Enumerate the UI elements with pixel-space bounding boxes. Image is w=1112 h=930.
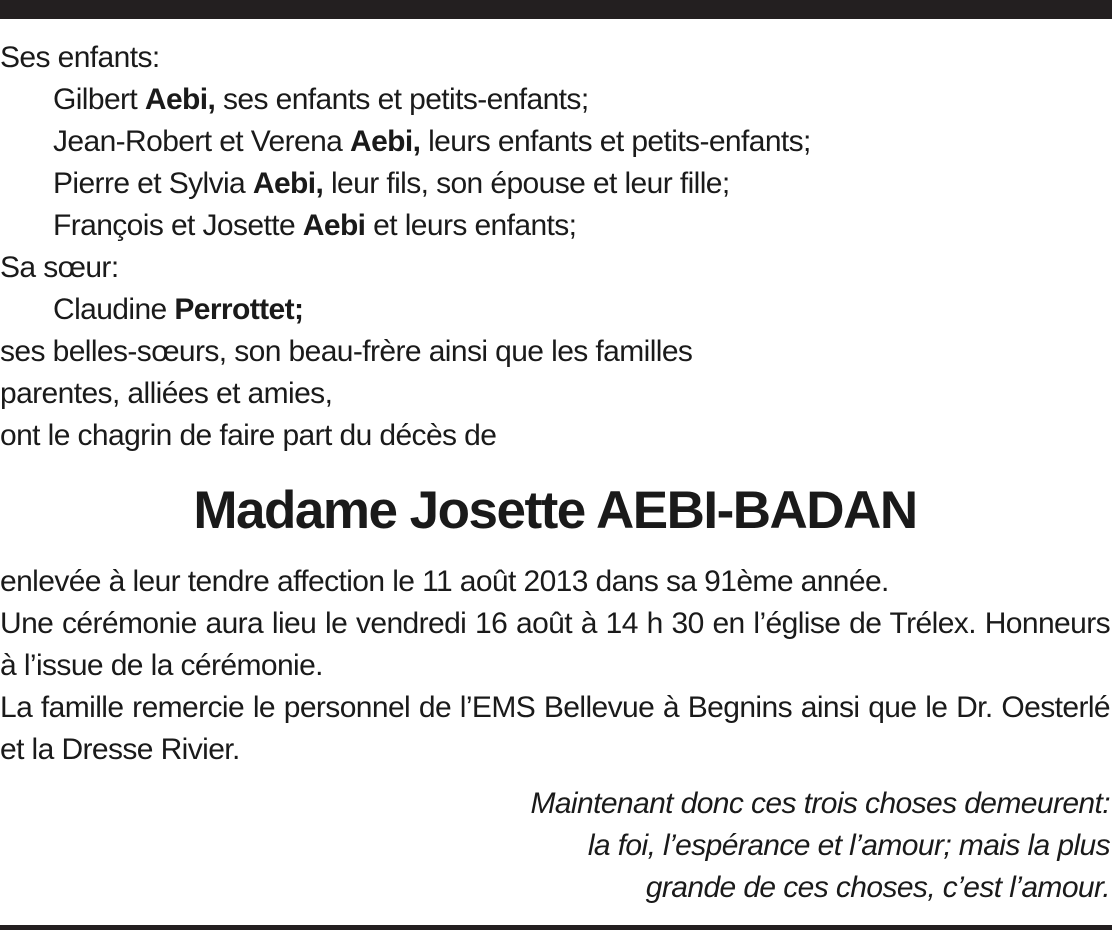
quote-line: la foi, l’espérance et l’amour; mais la plus <box>587 829 1110 862</box>
bottom-border-rule <box>0 925 1112 930</box>
child-given-names: François et Josette <box>53 209 303 242</box>
child-relations: leurs enfants et petits-enfants; <box>420 125 811 158</box>
quote-line: Maintenant donc ces trois choses demeurent: <box>530 787 1110 820</box>
bible-quote <box>530 783 1110 909</box>
child-surname: Aebi <box>302 209 366 242</box>
announcement-line: ont le chagrin de faire part du décès de <box>0 419 497 452</box>
child-given-names: Gilbert <box>53 83 145 116</box>
child-entry <box>0 163 1110 205</box>
child-given-names: Pierre et Sylvia <box>53 167 253 200</box>
sister-given-name: Claudine <box>53 293 175 326</box>
child-entry <box>0 121 1110 163</box>
family-line: ses belles-sœurs, son beau-frère ainsi que les familles <box>0 335 693 368</box>
ceremony-paragraph: Une cérémonie aura lieu le vendredi 16 août à 14 h 30 en l’église de Trélex. Honneurs à l’issue de la cérémonie. <box>0 607 1110 682</box>
child-entry <box>0 79 1110 121</box>
child-given-names: Jean-Robert et Verena <box>53 125 350 158</box>
child-relations: et leurs enfants; <box>365 209 577 242</box>
thanks-paragraph: La famille remercie le personnel de l’EMS Bellevue à Begnins ainsi que le Dr. Oesterlé et la Dresse Rivier. <box>0 691 1110 766</box>
child-entry <box>0 205 1110 247</box>
children-heading: Ses enfants: <box>0 41 160 74</box>
deceased-name: Madame Josette AEBI-BADAN <box>193 481 917 540</box>
family-line: parentes, alliées et amies, <box>0 377 333 410</box>
top-border-rule <box>0 0 1112 19</box>
child-relations: leur fils, son épouse et leur fille; <box>323 167 730 200</box>
child-relations: ses enfants et petits-enfants; <box>215 83 589 116</box>
child-surname: Aebi, <box>350 125 421 158</box>
child-surname: Aebi, <box>252 167 324 200</box>
sister-surname: Perrottet; <box>174 293 304 326</box>
family-announcement <box>0 37 1110 457</box>
quote-line: grande de ces choses, c’est l’amour. <box>645 871 1110 904</box>
child-surname: Aebi, <box>144 83 216 116</box>
death-date-paragraph: enlevée à leur tendre affection le 11 août 2013 dans sa 91ème année. <box>0 565 889 598</box>
obituary-details <box>0 561 1110 771</box>
sister-entry <box>0 289 1110 331</box>
sister-heading: Sa sœur: <box>0 251 119 284</box>
